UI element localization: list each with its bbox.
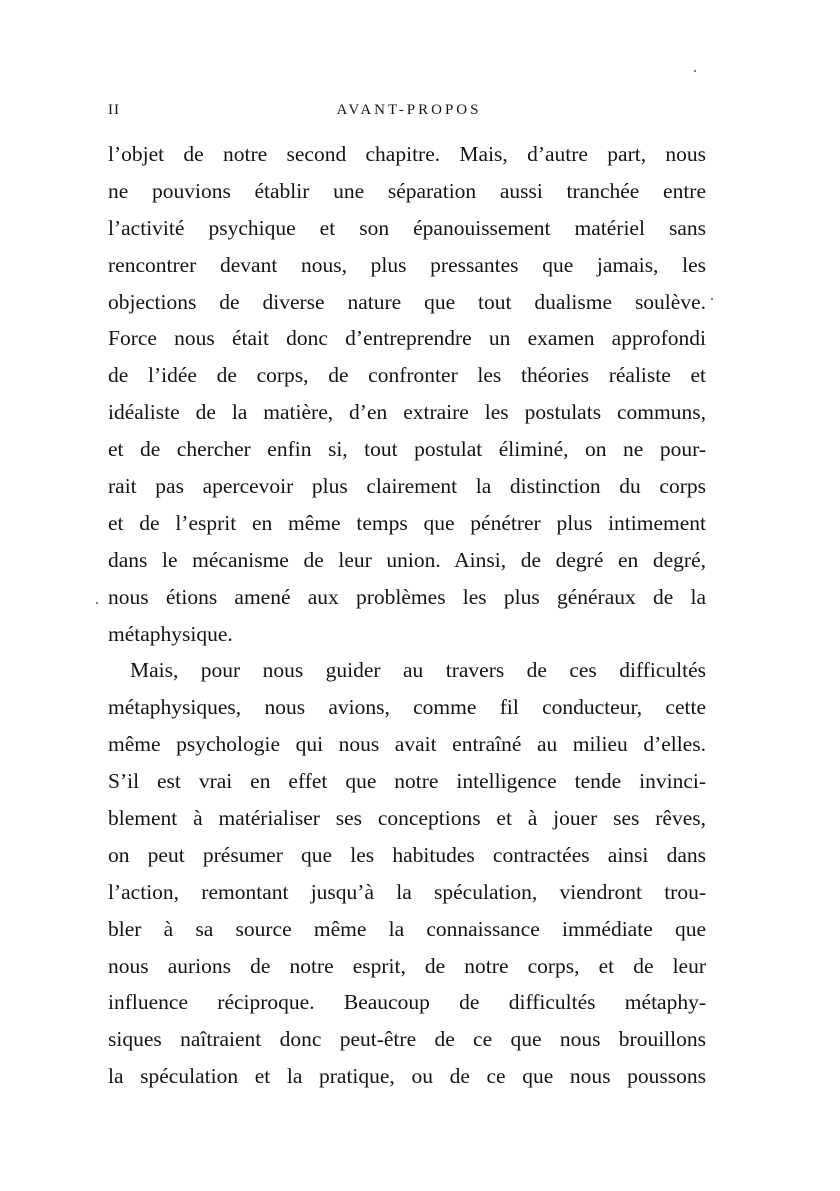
text-line: siques naîtraient donc peut-être de ce que nous brouillons [108,1027,706,1052]
paper-speck [711,298,713,300]
text-line: dans le mécanisme de leur union. Ainsi, de degré en degré, [108,547,706,572]
running-title: AVANT-PROPOS [336,102,482,118]
text-line: influence réciproque. Beaucoup de difficultés métaphy- [108,990,706,1015]
text-line: et de chercher enfin si, tout postulat éliminé, on ne pour- [108,437,706,462]
text-line: bler à sa source même la connaissance immédiate que [108,916,706,941]
paragraph-2 [108,652,706,1095]
text-line: même psychologie qui nous avait entraîné au milieu d’elles. [108,732,706,757]
text-line: rencontrer devant nous, plus pressantes que jamais, les [108,252,706,277]
body-text [108,136,706,1095]
text-line: la spéculation et la pratique, ou de ce que nous poussons [108,1064,706,1089]
text-line: de l’idée de corps, de confronter les théories réaliste et [108,363,706,388]
text-line: Mais, pour nous guider au travers de ces difficultés [130,658,706,683]
text-line: S’il est vrai en effet que notre intelligence tende invinci- [108,769,706,794]
running-header [108,102,710,126]
text-line: on peut présumer que les habitudes contractées ainsi dans [108,842,706,867]
text-line: et de l’esprit en même temps que pénétrer plus intimement [108,510,706,535]
text-line: ne pouvions établir une séparation aussi tranchée entre [108,178,706,203]
paragraph-1 [108,136,706,652]
text-line: rait pas apercevoir plus clairement la distinction du corps [108,474,706,499]
text-line: Force nous était donc d’entreprendre un examen approfondi [108,326,706,351]
paper-speck [96,602,98,604]
text-line: idéaliste de la matière, d’en extraire les postulats communs, [108,400,706,425]
text-line: métaphysiques, nous avions, comme fil conducteur, cette [108,695,706,720]
paper-speck [694,70,696,72]
page-number: II [108,102,120,118]
text-line: nous aurions de notre esprit, de notre corps, et de leur [108,953,706,978]
text-line: l’action, remontant jusqu’à la spéculation, viendront trou- [108,879,706,904]
text-line: l’objet de notre second chapitre. Mais, d’autre part, nous [108,142,706,166]
text-line: objections de diverse nature que tout dualisme soulève. [108,289,706,314]
text-line: nous étions amené aux problèmes les plus généraux de la [108,584,706,609]
text-line: l’activité psychique et son épanouissement matériel sans [108,215,706,240]
text-line: métaphysique. [108,621,233,646]
text-line: blement à matérialiser ses conceptions et à jouer ses rêves, [108,806,706,831]
